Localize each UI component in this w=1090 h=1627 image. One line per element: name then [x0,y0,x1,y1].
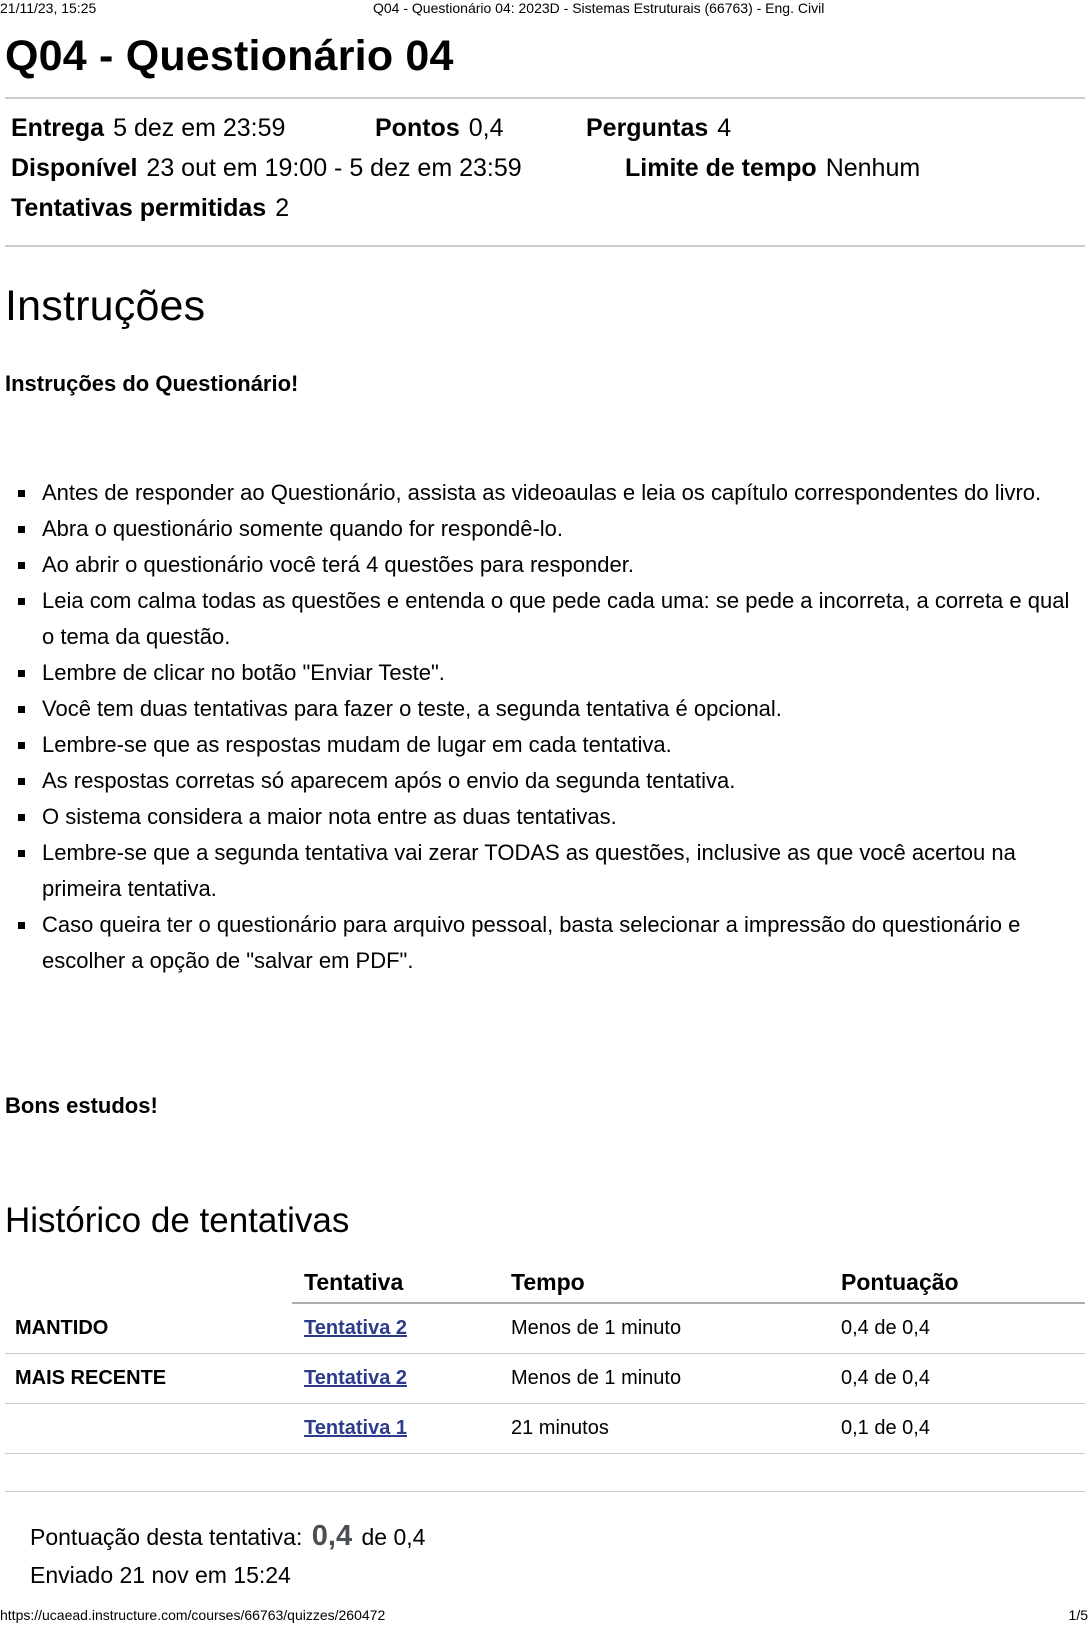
instructions-closing: Bons estudos! [5,1093,158,1118]
bullet-icon [18,778,25,785]
attempt-score-summary [30,1518,425,1555]
score-value: 0,4 [311,1520,353,1552]
bullet-icon [18,706,25,713]
attempt-link[interactable]: Tentativa 1 [304,1417,407,1439]
quiz-detail-attempts [11,193,289,223]
divider-submission [5,1491,1085,1492]
column-header-score: Pontuação [829,1262,1085,1303]
attempt-status: MAIS RECENTE [5,1354,292,1404]
print-document-title: Q04 - Questionário 04: 2023D - Sistemas Estruturais (66763) - Eng. Civil [373,0,825,16]
bullet-icon [18,814,25,821]
attempt-time: Menos de 1 minuto [499,1354,829,1404]
attempt-status [5,1404,292,1454]
attempt-link[interactable]: Tentativa 2 [304,1317,407,1339]
column-header-status [5,1262,292,1303]
detail-label: Limite de tempo [625,154,817,182]
detail-label: Pontos [375,114,460,142]
print-datetime: 21/11/23, 15:25 [0,0,97,16]
bullet-icon [18,670,25,677]
detail-value: 2 [275,194,290,222]
instructions-list [0,475,1090,979]
column-header-attempt: Tentativa [292,1262,499,1303]
print-page-number: 1/5 [1068,1607,1088,1623]
attempt-status: MANTIDO [5,1303,292,1354]
bullet-icon [18,562,25,569]
instruction-item: Lembre-se que a segunda tentativa vai zerar TODAS as questões, inclusive as que você acertou na primeira tentativa. [0,835,1090,907]
table-row [5,1303,1085,1354]
attempt-link[interactable]: Tentativa 2 [304,1367,407,1389]
bullet-icon [18,598,25,605]
attempt-history-table [5,1262,1085,1454]
detail-value: 5 dez em 23:59 [113,114,286,142]
submitted-timestamp: Enviado 21 nov em 15:24 [30,1562,291,1588]
instruction-item: Leia com calma todas as questões e entenda o que pede cada uma: se pede a incorreta, a correta e qual o tema da questão. [0,583,1090,655]
quiz-detail-due [11,113,285,143]
attempt-time: Menos de 1 minuto [499,1303,829,1354]
table-row [5,1404,1085,1454]
page-title: Q04 - Questionário 04 [5,32,454,80]
table-row [5,1354,1085,1404]
instruction-item: O sistema considera a maior nota entre as duas tentativas. [0,799,1090,835]
print-footer [0,1607,1090,1625]
instruction-item: Ao abrir o questionário você terá 4 questões para responder. [0,547,1090,583]
instruction-item: Lembre-se que as respostas mudam de lugar em cada tentativa. [0,727,1090,763]
divider-top [5,97,1085,99]
score-label: Pontuação desta tentativa: [30,1524,303,1550]
quiz-detail-time-limit [625,153,920,183]
detail-label: Entrega [11,114,105,142]
detail-value: 0,4 [468,114,504,142]
detail-label: Disponível [11,154,138,182]
bullet-icon [18,850,25,857]
attempt-history-title: Histórico de tentativas [5,1201,350,1240]
score-of: de 0,4 [361,1524,426,1550]
instruction-item: Abra o questionário somente quando for respondê-lo. [0,511,1090,547]
table-header-row [5,1262,1085,1303]
divider-details [5,245,1085,247]
print-url: https://ucaead.instructure.com/courses/66763/quizzes/260472 [0,1607,386,1623]
attempt-score: 0,1 de 0,4 [829,1404,1085,1454]
print-header [0,0,1090,18]
instruction-item: Caso queira ter o questionário para arquivo pessoal, basta selecionar a impressão do questionário e escolher a opção de "salvar em PDF". [0,907,1090,979]
column-header-time: Tempo [499,1262,829,1303]
instructions-subtitle: Instruções do Questionário! [5,371,299,396]
attempt-score: 0,4 de 0,4 [829,1354,1085,1404]
attempt-score: 0,4 de 0,4 [829,1303,1085,1354]
quiz-detail-available [11,153,522,183]
instruction-item: Você tem duas tentativas para fazer o teste, a segunda tentativa é opcional. [0,691,1090,727]
instruction-item: As respostas corretas só aparecem após o envio da segunda tentativa. [0,763,1090,799]
detail-value: 4 [717,114,732,142]
bullet-icon [18,922,25,929]
detail-value: 23 out em 19:00 - 5 dez em 23:59 [146,154,522,182]
detail-label: Tentativas permitidas [11,194,267,222]
detail-label: Perguntas [586,114,709,142]
bullet-icon [18,526,25,533]
instructions-title: Instruções [5,282,206,330]
instruction-item: Lembre de clicar no botão "Enviar Teste". [0,655,1090,691]
detail-value: Nenhum [825,154,921,182]
bullet-icon [18,490,25,497]
bullet-icon [18,742,25,749]
attempt-time: 21 minutos [499,1404,829,1454]
quiz-detail-questions [586,113,731,143]
instruction-item: Antes de responder ao Questionário, assista as videoaulas e leia os capítulo correspondentes do livro. [0,475,1090,511]
quiz-detail-points [375,113,503,143]
